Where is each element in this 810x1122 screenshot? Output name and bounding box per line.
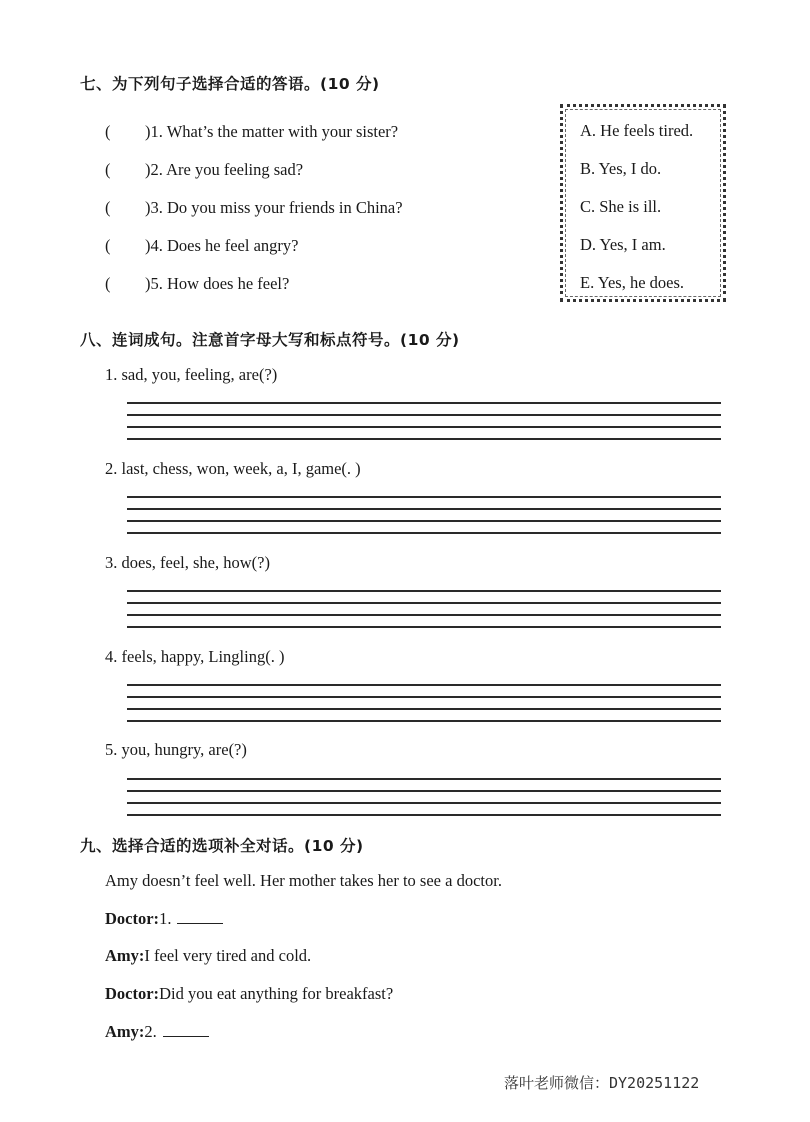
scramble-item-4: 4. feels, happy, Lingling(. ) [105, 647, 285, 666]
writing-line[interactable] [127, 720, 721, 722]
line-text: 1. [159, 909, 172, 928]
section-8-title: 八、连词成句。注意首字母大写和标点符号。(10 分) [80, 331, 460, 349]
question-text: )2. Are you feeling sad? [145, 160, 304, 179]
answer-paren[interactable]: ( [105, 198, 111, 217]
dialogue-line-3 [105, 984, 393, 1004]
writing-line[interactable] [127, 426, 721, 428]
writing-line[interactable] [127, 590, 721, 592]
question-5 [105, 274, 289, 294]
speaker: Amy: [105, 1022, 145, 1041]
question-text: )5. How does he feel? [145, 274, 290, 293]
option-d: D. Yes, I am. [580, 235, 666, 254]
footer-watermark: 落叶老师微信：DY20251122 [504, 1074, 700, 1092]
question-1 [105, 122, 398, 142]
writing-line[interactable] [127, 402, 721, 404]
question-text: )1. What’s the matter with your sister? [145, 122, 399, 141]
speaker: Doctor: [105, 909, 160, 928]
dialogue-line-1 [105, 909, 223, 929]
option-c: C. She is ill. [580, 197, 662, 216]
writing-line[interactable] [127, 814, 721, 816]
answer-blank[interactable] [177, 909, 223, 924]
scramble-item-3: 3. does, feel, she, how(?) [105, 553, 270, 572]
dialogue-line-4 [105, 1022, 209, 1042]
dialogue-intro: Amy doesn’t feel well. Her mother takes her to see a doctor. [105, 871, 502, 890]
writing-line[interactable] [127, 508, 721, 510]
writing-line[interactable] [127, 708, 721, 710]
option-e: E. Yes, he does. [580, 273, 685, 292]
speaker: Amy: [105, 946, 145, 965]
section-7-title: 七、为下列句子选择合适的答语。(10 分) [80, 75, 380, 93]
writing-line[interactable] [127, 778, 721, 780]
writing-line[interactable] [127, 520, 721, 522]
scramble-item-5: 5. you, hungry, are(?) [105, 740, 247, 759]
writing-line[interactable] [127, 626, 721, 628]
question-2 [105, 160, 303, 180]
answer-paren[interactable]: ( [105, 160, 111, 179]
question-text: )3. Do you miss your friends in China? [145, 198, 403, 217]
writing-line[interactable] [127, 802, 721, 804]
writing-line[interactable] [127, 496, 721, 498]
option-b: B. Yes, I do. [580, 159, 662, 178]
answer-paren[interactable]: ( [105, 274, 111, 293]
answer-blank[interactable] [163, 1022, 209, 1037]
line-text: 2. [144, 1022, 157, 1041]
option-a: A. He feels tired. [580, 121, 694, 140]
question-4 [105, 236, 298, 256]
question-3 [105, 198, 403, 218]
writing-line[interactable] [127, 438, 721, 440]
scramble-item-1: 1. sad, you, feeling, are(?) [105, 365, 278, 384]
writing-line[interactable] [127, 696, 721, 698]
writing-line[interactable] [127, 790, 721, 792]
writing-line[interactable] [127, 602, 721, 604]
options-box [560, 104, 726, 302]
writing-line[interactable] [127, 614, 721, 616]
question-text: )4. Does he feel angry? [145, 236, 299, 255]
dialogue-line-2 [105, 946, 311, 966]
writing-line[interactable] [127, 532, 721, 534]
answer-paren[interactable]: ( [105, 122, 111, 141]
scramble-item-2: 2. last, chess, won, week, a, I, game(. ) [105, 459, 361, 478]
section-9-title: 九、选择合适的选项补全对话。(10 分) [80, 837, 364, 855]
speaker: Doctor: [105, 984, 160, 1003]
line-text: Did you eat anything for breakfast? [159, 984, 394, 1003]
writing-line[interactable] [127, 684, 721, 686]
line-text: I feel very tired and cold. [144, 946, 312, 965]
answer-paren[interactable]: ( [105, 236, 111, 255]
writing-line[interactable] [127, 414, 721, 416]
